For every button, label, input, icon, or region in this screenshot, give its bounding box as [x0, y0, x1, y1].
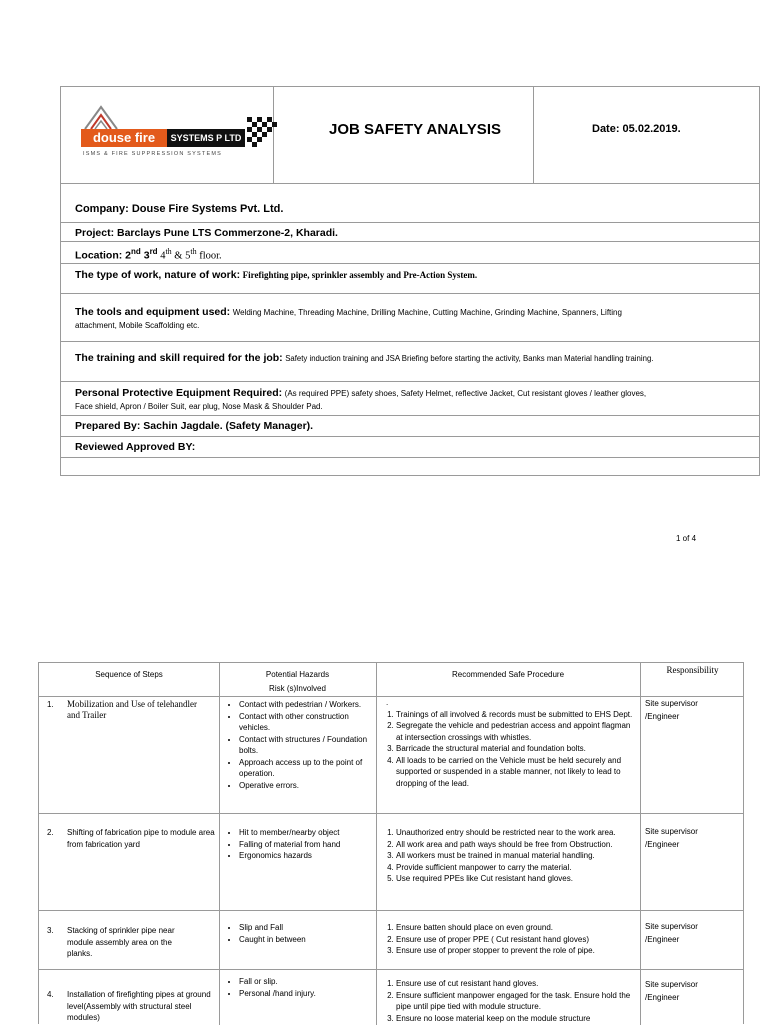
location — [75, 246, 745, 263]
location-part: & 5 — [171, 250, 191, 262]
procedure-item: 1. Trainings of all involved & records must be submitted to EHS Dept. — [396, 709, 637, 721]
hazard-item: • Contact with pedestrian / Workers. — [239, 699, 373, 711]
divider — [61, 457, 759, 458]
divider — [61, 341, 759, 342]
hazard-item: • Ergonomics hazards — [239, 850, 373, 862]
procedure-item: 3. All workers must be trained in manual material handling. — [396, 850, 637, 862]
location-part: 4 — [157, 250, 166, 262]
logo-brand-suffix: SYSTEMS P LTD — [167, 129, 245, 147]
procedure-item: 4. All loads to be carried on the Vehicle must be held securely and supported or suspended in a stable manner, not likely to lead to dropping of the lead. — [396, 755, 637, 790]
location-part: 3 — [140, 249, 150, 262]
responsibility-line: /Engineer — [645, 935, 680, 944]
company-name: Company: Douse Fire Systems Pvt. Ltd. — [75, 203, 284, 215]
hazard-item: • Hit to member/nearby object — [239, 827, 373, 839]
company-logo — [81, 103, 281, 171]
table-row-3-step — [47, 925, 217, 958]
logo-tagline: ISMS & FIRE SUPPRESSION SYSTEMS — [83, 151, 222, 157]
divider — [61, 415, 759, 416]
responsibility-line: /Engineer — [645, 712, 680, 721]
responsibility-line: /Engineer — [645, 993, 680, 1002]
step-text: Mobilization and Use of telehandler and Trailer — [67, 699, 197, 720]
procedure-item: 3. Ensure use of proper stopper to prevent the role of pipe. — [396, 945, 637, 957]
logo-brand: douse fire — [81, 129, 167, 147]
table-row-4-hazards — [225, 976, 373, 999]
header-responsibility: Responsibility — [666, 665, 719, 675]
procedure-item: 2. Segregate the vehicle and pedestrian access and appoint flagman at intersection crossings with whistles. — [396, 720, 637, 743]
procedure-item: 1. Ensure use of cut resistant hand gloves. — [396, 978, 637, 990]
reviewed-by: Reviewed Approved BY: — [75, 441, 196, 453]
hazard-item: • Slip and Fall — [239, 922, 373, 934]
step-number: 3. — [47, 926, 54, 935]
hazard-item: • Caught in between — [239, 934, 373, 946]
table-row-2-hazards — [225, 827, 373, 862]
step-text: Installation of firefighting pipes at ground level(Assembly with structural steel modules) — [67, 990, 211, 1022]
location-part: floor. — [196, 250, 222, 262]
procedure-item: 2. All work area and path ways should be free from Obstruction. — [396, 839, 637, 851]
tools-value-cont: attachment, Mobile Scaffolding etc. — [75, 321, 200, 330]
training-label: The training and skill required for the job: — [75, 352, 283, 364]
divider — [61, 183, 759, 184]
divider — [61, 222, 759, 223]
divider — [61, 241, 759, 242]
jsa-header-table — [60, 86, 760, 476]
hazard-item: • Fall or slip. — [239, 976, 373, 988]
location-sup: th — [165, 247, 172, 256]
step-number: 4. — [47, 990, 54, 999]
header-steps: Sequence of Steps — [95, 670, 163, 679]
location-sup: rd — [149, 247, 158, 256]
ppe-required — [75, 387, 745, 413]
table-row-3-hazards — [225, 922, 373, 945]
table-row-1-step — [47, 699, 217, 720]
hazard-item: • Operative errors. — [239, 780, 373, 792]
procedure-item: 5. Use required PPEs like Cut resistant hand gloves. — [396, 873, 637, 885]
table-row-2-responsibility — [645, 825, 741, 851]
procedure-item: 1. Ensure batten should place on even ground. — [396, 922, 637, 934]
responsibility-line: Site supervisor — [645, 699, 698, 708]
location-sup: nd — [131, 247, 141, 256]
divider — [533, 87, 534, 183]
hazard-item: • Approach access up to the point of operation. — [239, 757, 373, 780]
tools-equipment — [75, 306, 745, 332]
tools-label: The tools and equipment used: — [75, 306, 231, 318]
divider — [61, 436, 759, 437]
responsibility-line: /Engineer — [645, 840, 680, 849]
procedure-item: 1. Unauthorized entry should be restricted near to the work area. — [396, 827, 637, 839]
jsa-steps-table — [38, 662, 744, 1024]
tools-value: Welding Machine, Threading Machine, Drilling Machine, Cutting Machine, Grinding Machine, Spanners, Lifting — [232, 308, 622, 317]
ppe-label: Personal Protective Equipment Required: — [75, 387, 283, 399]
step-number: 1. — [47, 700, 54, 709]
table-row-4-procedure — [382, 978, 637, 1024]
divider — [376, 663, 377, 1025]
procedure-item: 4. Provide sufficient manpower to carry the material. — [396, 862, 637, 874]
divider — [39, 969, 743, 970]
hazard-item: • Personal /hand injury. — [239, 988, 373, 1000]
training-value: Safety induction training and JSA Briefing before starting the activity, Banks man Material handling training. — [285, 354, 654, 363]
responsibility-line: Site supervisor — [645, 922, 698, 931]
page-title: JOB SAFETY ANALYSIS — [329, 121, 501, 138]
location-sup: th — [190, 247, 197, 256]
divider — [39, 813, 743, 814]
project-name: Project: Barclays Pune LTS Commerzone-2, Kharadi. — [75, 227, 338, 239]
ppe-value-cont: Face shield, Apron / Boiler Suit, ear plug, Nose Mask & Shoulder Pad. — [75, 402, 323, 411]
table-row-3-procedure — [382, 922, 637, 957]
divider — [219, 663, 220, 1025]
table-row-1-hazards — [225, 699, 373, 791]
table-row-1-responsibility — [645, 697, 741, 723]
step-number: 2. — [47, 828, 54, 837]
procedure-item: 2. Ensure sufficient manpower engaged for the task. Ensure hold the pipe until pipe tied with module structure. — [396, 990, 637, 1013]
step-text: Shifting of fabrication pipe to module area from fabrication yard — [67, 828, 215, 849]
header-hazards — [219, 669, 376, 694]
hazard-item: • Contact with other construction vehicles. — [239, 711, 373, 734]
work-type — [75, 269, 745, 281]
procedure-item: 3. Barricade the structural material and foundation bolts. — [396, 743, 637, 755]
responsibility-line: Site supervisor — [645, 827, 698, 836]
procedure-item: 2. Ensure use of proper PPE ( Cut resistant hand gloves) — [396, 934, 637, 946]
page-number: 1 of 4 — [676, 534, 697, 543]
header-hazards-line1: Potential Hazards — [265, 670, 330, 679]
date-label: Date: 05.02.2019. — [592, 123, 681, 135]
ppe-value: (As required PPE) safety shoes, Safety Helmet, reflective Jacket, Cut resistant gloves / leather gloves, — [284, 389, 647, 398]
table-row-4-responsibility — [645, 978, 741, 1004]
prepared-by: Prepared By: Sachin Jagdale. (Safety Manager). — [75, 420, 314, 432]
divider — [39, 910, 743, 911]
table-row-3-responsibility — [645, 920, 741, 946]
roof-logo-icon — [83, 103, 119, 131]
header-procedure: Recommended Safe Procedure — [451, 670, 565, 679]
divider — [640, 663, 641, 1025]
responsibility-line: Site supervisor — [645, 980, 698, 989]
table-row-2-procedure — [382, 827, 637, 885]
header-hazards-line2: Risk (s)Involved — [269, 683, 326, 693]
divider — [61, 381, 759, 382]
training-skill — [75, 352, 745, 365]
hazard-item: • Contact with structures / Foundation bolts. — [239, 734, 373, 757]
step-text: Stacking of sprinkler pipe near module assembly area on the planks. — [67, 926, 175, 958]
location-label: Location: 2 — [75, 249, 132, 262]
procedure-item: 3. Ensure no loose material keep on the module structure — [396, 1013, 637, 1025]
divider — [61, 293, 759, 294]
table-row-2-step — [47, 827, 217, 849]
table-row-4-step — [47, 989, 217, 1022]
hazard-item: • Falling of material from hand — [239, 839, 373, 851]
procedure-lead: . — [386, 698, 389, 707]
table-row-1-procedure — [382, 697, 637, 789]
divider — [61, 263, 759, 264]
checker-icon — [247, 117, 277, 147]
work-type-value: Firefighting pipe, sprinkler assembly and Pre-Action System. — [242, 270, 478, 280]
work-type-label: The type of work, nature of work: — [75, 269, 241, 281]
